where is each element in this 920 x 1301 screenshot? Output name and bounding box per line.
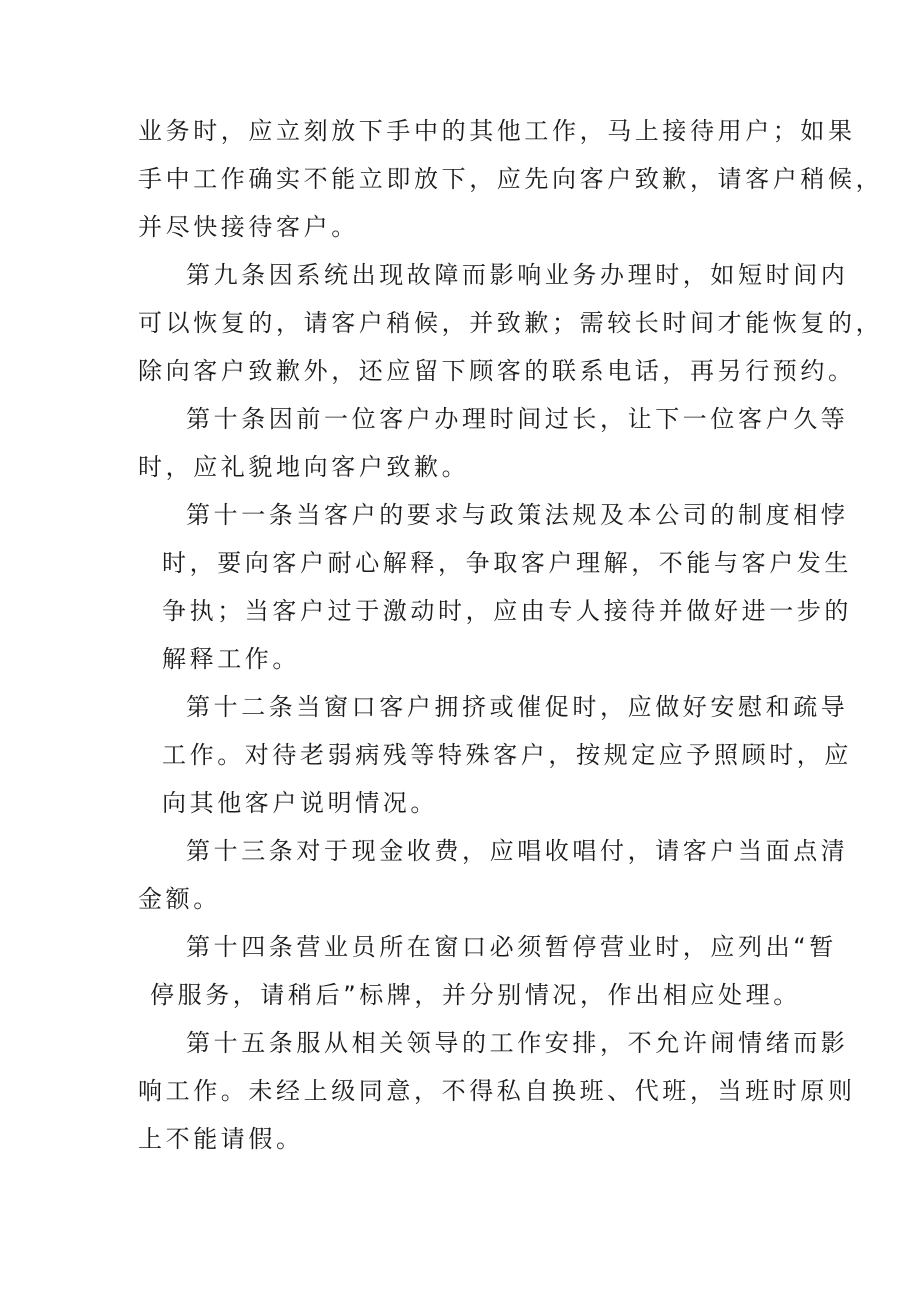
text-line: 第十五条服从相关领导的工作安排，不允许闹情绪而影 (186, 1029, 849, 1057)
text-line: 争执；当客户过于激动时，应由专人接待并做好进一步的 (162, 597, 852, 625)
text-line: 第十二条当窗口客户拥挤或催促时，应做好安慰和疏导 (186, 693, 849, 721)
text-line: 业务时，应立刻放下手中的其他工作，马上接待用户；如果 (138, 117, 856, 145)
text-line: 时，要向客户耐心解释，争取客户理解，不能与客户发生 (162, 549, 852, 577)
text-line: 第十四条营业员所在窗口必须暂停营业时，应列出“暂 (186, 933, 837, 961)
text-line: 第十三条对于现金收费，应唱收唱付，请客户当面点清 (186, 837, 849, 865)
text-line: 时，应礼貌地向客户致歉。 (138, 453, 470, 481)
text-line: 第九条因系统出现故障而影响业务办理时，如短时间内 (186, 261, 849, 289)
text-line: 手中工作确实不能立即放下，应先向客户致歉，请客户稍候， (138, 165, 884, 193)
text-line: 向其他客户说明情况。 (162, 789, 438, 817)
text-line: 并尽快接待客户。 (138, 213, 359, 241)
text-line: 第十一条当客户的要求与政策法规及本公司的制度相悖 (186, 501, 849, 529)
text-line: 解释工作。 (162, 645, 300, 673)
text-line: 金额。 (138, 885, 221, 913)
text-line: 第十条因前一位客户办理时间过长，让下一位客户久等 (186, 405, 849, 433)
text-line: 响工作。未经上级同意，不得私自换班、代班，当班时原则 (138, 1077, 856, 1105)
text-line: 停服务，请稍后”标牌，并分别情况，作出相应处理。 (150, 981, 801, 1009)
text-line: 除向客户致歉外，还应留下顾客的联系电话，再另行预约。 (138, 357, 856, 385)
text-line: 工作。对待老弱病残等特殊客户，按规定应予照顾时，应 (162, 741, 852, 769)
text-line: 上不能请假。 (138, 1125, 304, 1153)
text-line: 可以恢复的，请客户稍候，并致歉；需较长时间才能恢复的， (138, 309, 884, 337)
